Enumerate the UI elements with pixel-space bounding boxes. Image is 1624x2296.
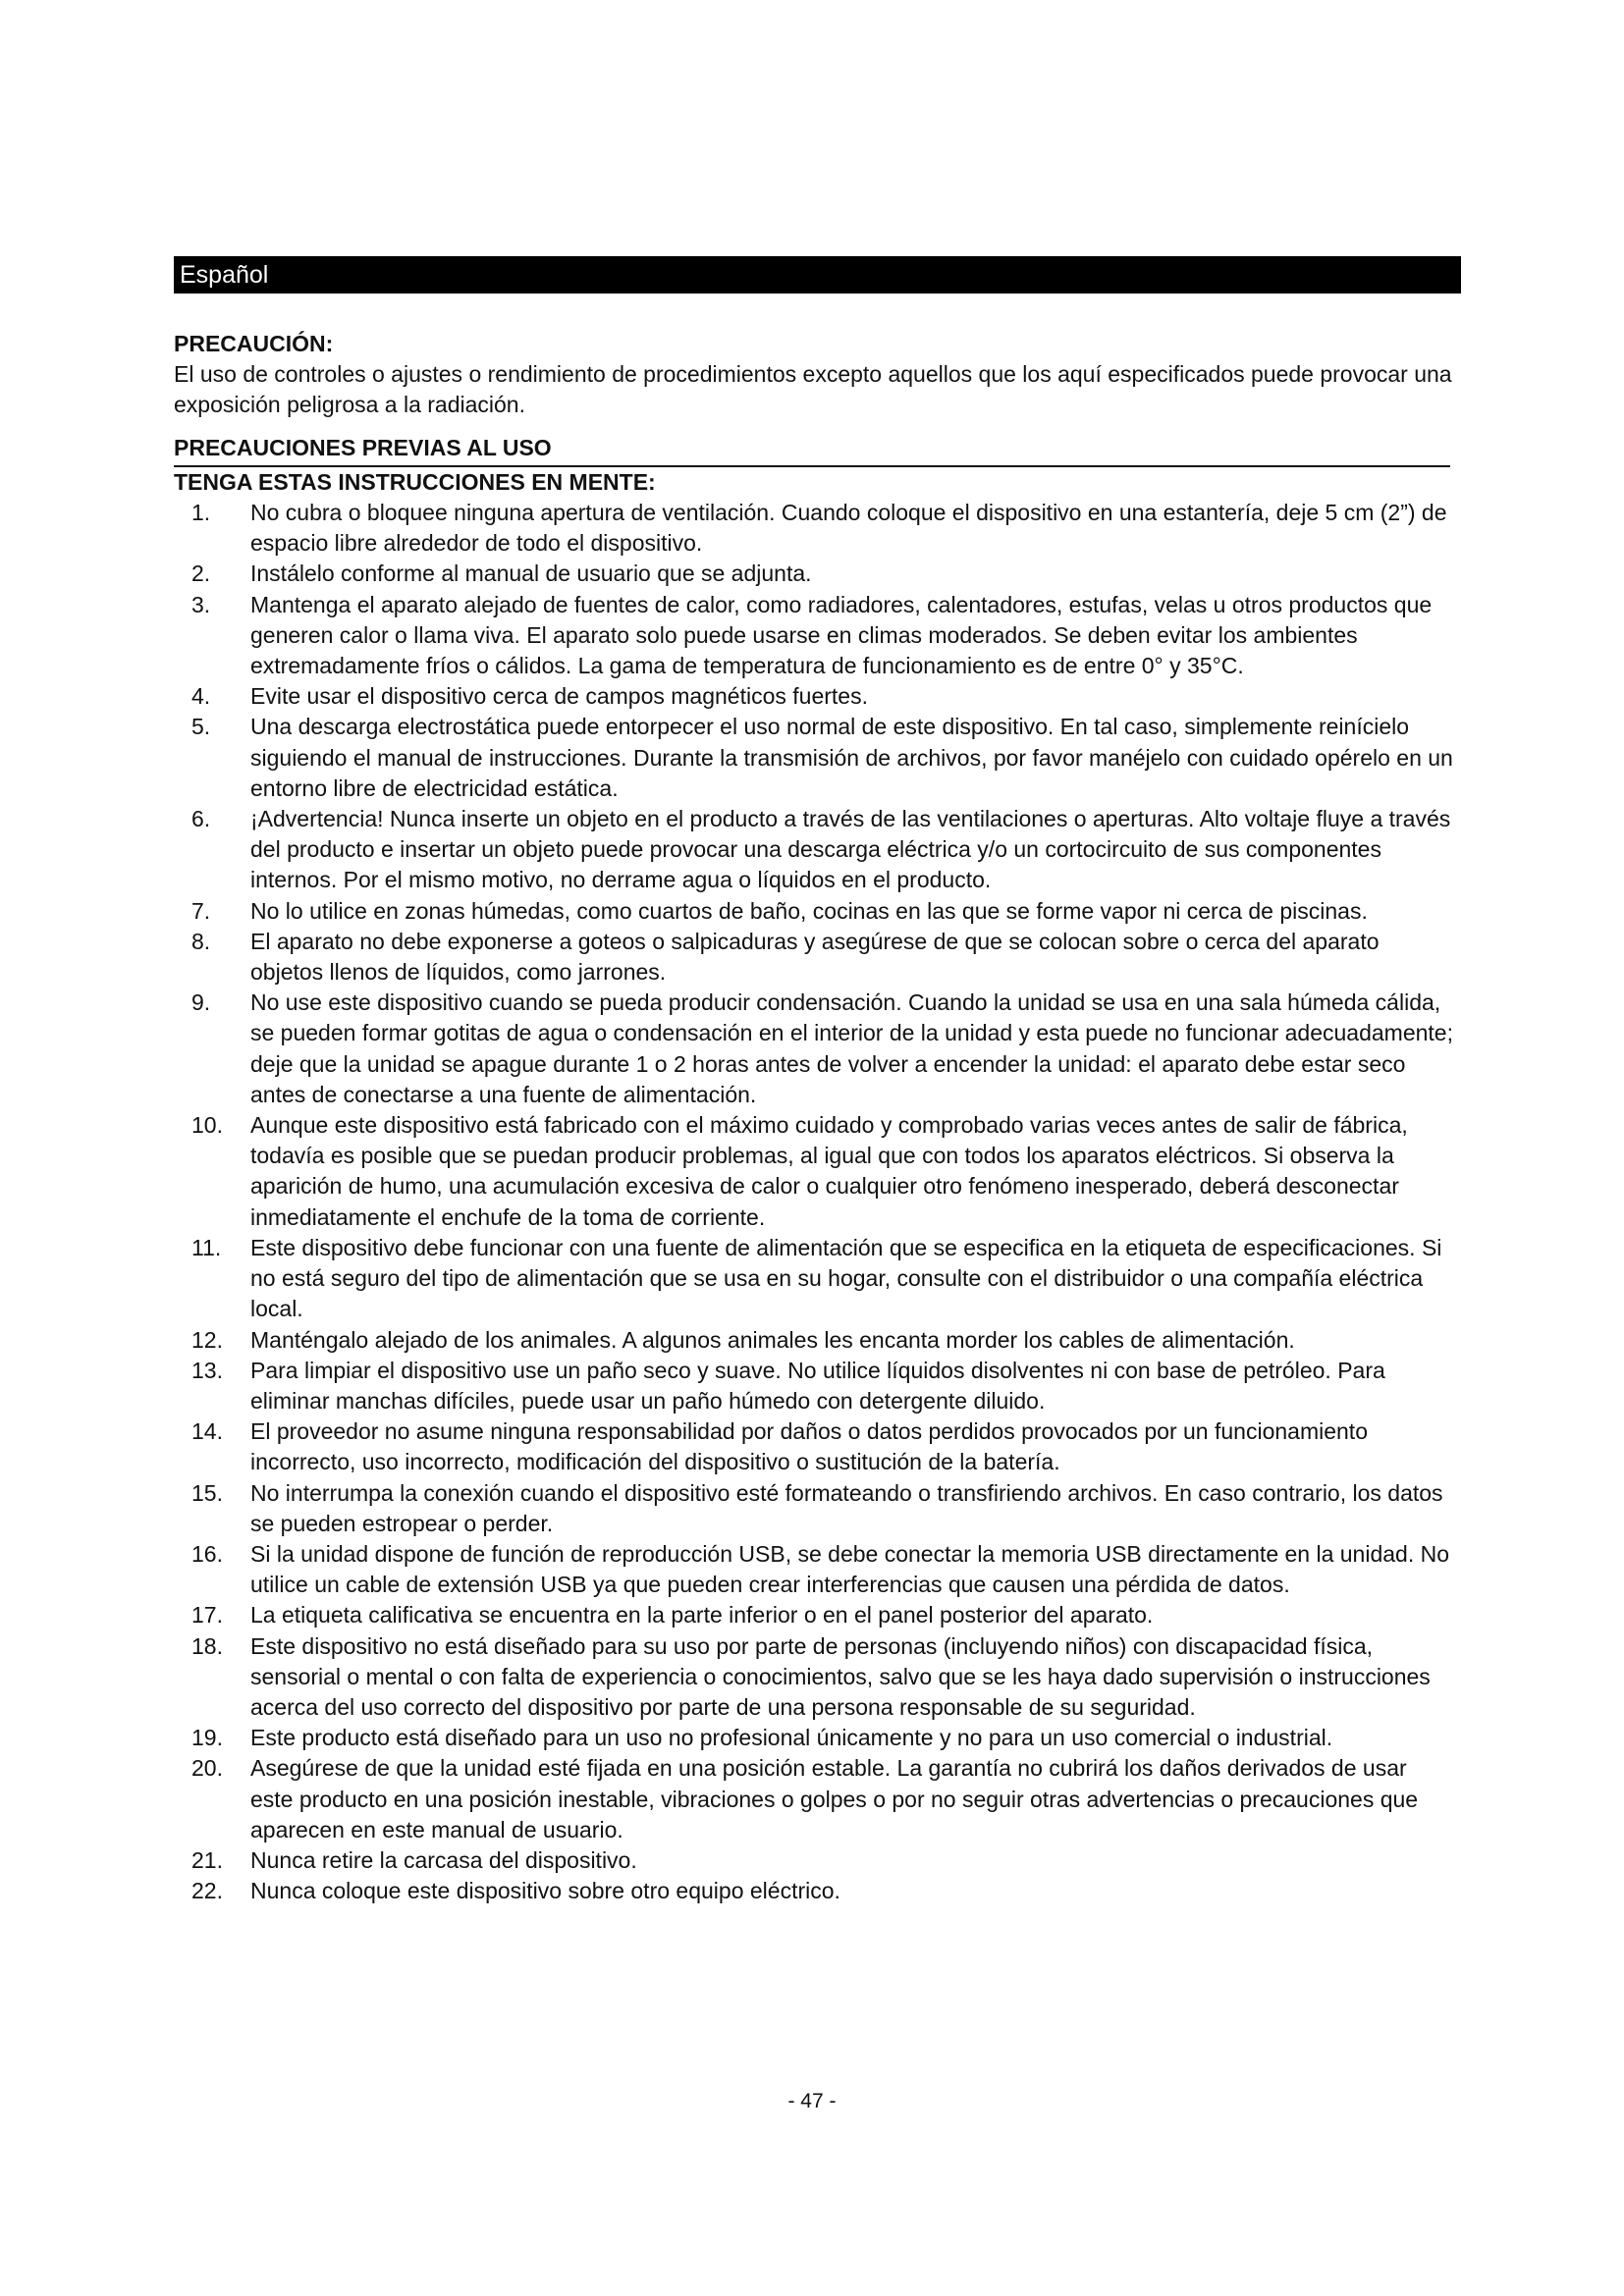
item-text: No cubra o bloquee ninguna apertura de ventilación. Cuando coloque el dispositivo en una estantería, deje 5 cm (2”) de espacio libre alrededor de todo el dispositivo. xyxy=(250,500,1447,557)
item-number: 2. xyxy=(191,561,211,587)
item-number: 3. xyxy=(191,591,211,617)
item-number: 15. xyxy=(191,1479,223,1506)
item-text: Manténgalo alejado de los animales. A algunos animales les encanta morder los cables de alimentación. xyxy=(250,1326,1295,1353)
item-number: 5. xyxy=(191,714,211,740)
item-number: 16. xyxy=(191,1540,223,1567)
list-item xyxy=(174,1356,1461,1416)
item-text: El proveedor no asume ninguna responsabilidad por daños o datos perdidos provocados por un funcionamiento incorrecto, uso incorrecto, modificación del dispositivo o sustitución de la batería. xyxy=(250,1418,1368,1475)
caution-heading: PRECAUCIÓN: xyxy=(174,331,334,356)
item-number: 14. xyxy=(191,1418,223,1445)
item-number: 20. xyxy=(191,1755,223,1782)
list-item xyxy=(174,1876,1461,1906)
item-number: 17. xyxy=(191,1602,223,1629)
item-number: 12. xyxy=(191,1326,223,1353)
list-item xyxy=(174,1723,1461,1753)
item-text: Este producto está diseñado para un uso no profesional únicamente y no para un uso comercial o industrial. xyxy=(250,1725,1333,1751)
list-item xyxy=(174,1325,1461,1356)
list-item xyxy=(174,590,1461,682)
item-text: No use este dispositivo cuando se pueda producir condensación. Cuando la unidad se usa en una sala húmeda cálida, se pueden formar gotitas de agua o condensación en el interior de la unidad y esta puede no funcionar adecuadamente; deje que la unidad se apague durante 1 o 2 horas antes de volver a encender la unidad: el aparato debe estar seco antes de conectarse a una fuente de alimentación. xyxy=(250,989,1453,1107)
list-item xyxy=(174,804,1461,896)
item-text: No lo utilice en zonas húmedas, como cuartos de baño, cocinas en las que se forme vapor ni cerca de piscinas. xyxy=(250,897,1368,924)
list-item xyxy=(174,927,1461,988)
page-content xyxy=(174,329,1461,1906)
item-text: Este dispositivo no está diseñado para su uso por parte de personas (incluyendo niños) con discapacidad física, sensorial o mental o con falta de experiencia o conocimientos, salvo que se les haya dado supervisión o instrucciones acerca del uso correcto del dispositivo por parte de una persona responsable de su seguridad. xyxy=(250,1632,1431,1720)
caution-text: El uso de controles o ajustes o rendimiento de procedimientos excepto aquellos que los aquí especificados puede provocar una exposición peligrosa a la radiación. xyxy=(174,361,1452,418)
item-number: 9. xyxy=(191,989,211,1016)
language-header-bar: Español xyxy=(174,256,1461,294)
list-item xyxy=(174,896,1461,927)
item-text: Aunque este dispositivo está fabricado con el máximo cuidado y comprobado varias veces antes de salir de fábrica, todavía es posible que se puedan producir problemas, al igual que con todos los aparatos eléctricos. Si observa la aparición de humo, una acumulación excesiva de calor o cualquier otro fenómeno inesperado, deberá desconectar inmediatamente el enchufe de la toma de corriente. xyxy=(250,1112,1408,1230)
item-text: Nunca retire la carcasa del dispositivo. xyxy=(250,1846,637,1873)
item-number: 1. xyxy=(191,500,211,526)
list-item xyxy=(174,712,1461,804)
item-text: La etiqueta calificativa se encuentra en la parte inferior o en el panel posterior del aparato. xyxy=(250,1602,1154,1629)
list-item xyxy=(174,1478,1461,1539)
precautions-title: PRECAUCIONES PREVIAS AL USO xyxy=(174,433,1450,467)
item-number: 11. xyxy=(191,1234,222,1260)
list-item xyxy=(174,1110,1461,1233)
list-item xyxy=(174,1845,1461,1876)
list-item xyxy=(174,1416,1461,1477)
list-item xyxy=(174,1600,1461,1630)
list-item xyxy=(174,1631,1461,1724)
item-text: Evite usar el dispositivo cerca de campos magnéticos fuertes. xyxy=(250,683,868,710)
item-text: Instálelo conforme al manual de usuario que se adjunta. xyxy=(250,561,812,587)
item-text: Asegúrese de que la unidad esté fijada en una posición estable. La garantía no cubrirá los daños derivados de usar este producto en una posición inestable, vibraciones o golpes o por no seguir otras advertencias o precauciones que aparecen en este manual de usuario. xyxy=(250,1755,1419,1842)
page-number: - 47 - xyxy=(787,2090,837,2112)
item-text: Mantenga el aparato alejado de fuentes de calor, como radiadores, calentadores, estufas, velas u otros productos que generen calor o llama viva. El aparato solo puede usarse en climas moderados. Se deben evitar los ambientes extremadamente fríos o cálidos. La gama de temperatura de funcionamiento es de entre 0° y 35°C. xyxy=(250,591,1433,679)
list-item xyxy=(174,1753,1461,1845)
item-text: ¡Advertencia! Nunca inserte un objeto en el producto a través de las ventilaciones o aperturas. Alto voltaje fluye a través del producto e insertar un objeto puede provocar una descarga eléctrica y/o un cortocircuito de sus componentes internos. Por el mismo motivo, no derrame agua o líquidos en el producto. xyxy=(250,806,1451,893)
item-number: 4. xyxy=(191,683,211,710)
list-item xyxy=(174,559,1461,589)
list-item xyxy=(174,988,1461,1110)
item-number: 10. xyxy=(191,1112,223,1139)
item-number: 8. xyxy=(191,928,211,954)
item-number: 21. xyxy=(191,1846,223,1873)
item-text: No interrumpa la conexión cuando el dispositivo esté formateando o transfiriendo archivos. En caso contrario, los datos se pueden estropear o perder. xyxy=(250,1479,1443,1536)
item-number: 22. xyxy=(191,1878,223,1904)
item-number: 7. xyxy=(191,897,211,924)
item-number: 19. xyxy=(191,1725,223,1751)
precautions-subtitle: TENGA ESTAS INSTRUCCIONES EN MENTE: xyxy=(174,468,656,495)
item-number: 13. xyxy=(191,1357,223,1383)
list-item xyxy=(174,498,1461,559)
item-number: 18. xyxy=(191,1632,223,1659)
list-item xyxy=(174,681,1461,712)
item-text: Nunca coloque este dispositivo sobre otro equipo eléctrico. xyxy=(250,1878,840,1904)
item-text: Si la unidad dispone de función de reproducción USB, se debe conectar la memoria USB directamente en la unidad. No utilice un cable de extensión USB ya que pueden crear interferencias que causen una pérdida de datos. xyxy=(250,1540,1450,1598)
item-number: 6. xyxy=(191,806,211,832)
list-item xyxy=(174,1539,1461,1600)
item-text: Este dispositivo debe funcionar con una fuente de alimentación que se especifica en la etiqueta de especificaciones. Si no está seguro del tipo de alimentación que se usa en su hogar, consulte con el distribuidor o una compañía eléctrica local. xyxy=(250,1234,1442,1322)
precautions-list xyxy=(174,498,1461,1906)
item-text: Una descarga electrostática puede entorpecer el uso normal de este dispositivo. En tal caso, simplemente reinícielo siguiendo el manual de instrucciones. Durante la transmisión de archivos, por favor manéjelo con cuidado opérelo en un entorno libre de electricidad estática. xyxy=(250,714,1453,801)
item-text: El aparato no debe exponerse a goteos o salpicaduras y asegúrese de que se colocan sobre o cerca del aparato objetos llenos de líquidos, como jarrones. xyxy=(250,928,1380,986)
item-text: Para limpiar el dispositivo use un paño seco y suave. No utilice líquidos disolventes ni con base de petróleo. Para eliminar manchas difíciles, puede usar un paño húmedo con detergente diluido. xyxy=(250,1357,1385,1414)
list-item xyxy=(174,1233,1461,1325)
